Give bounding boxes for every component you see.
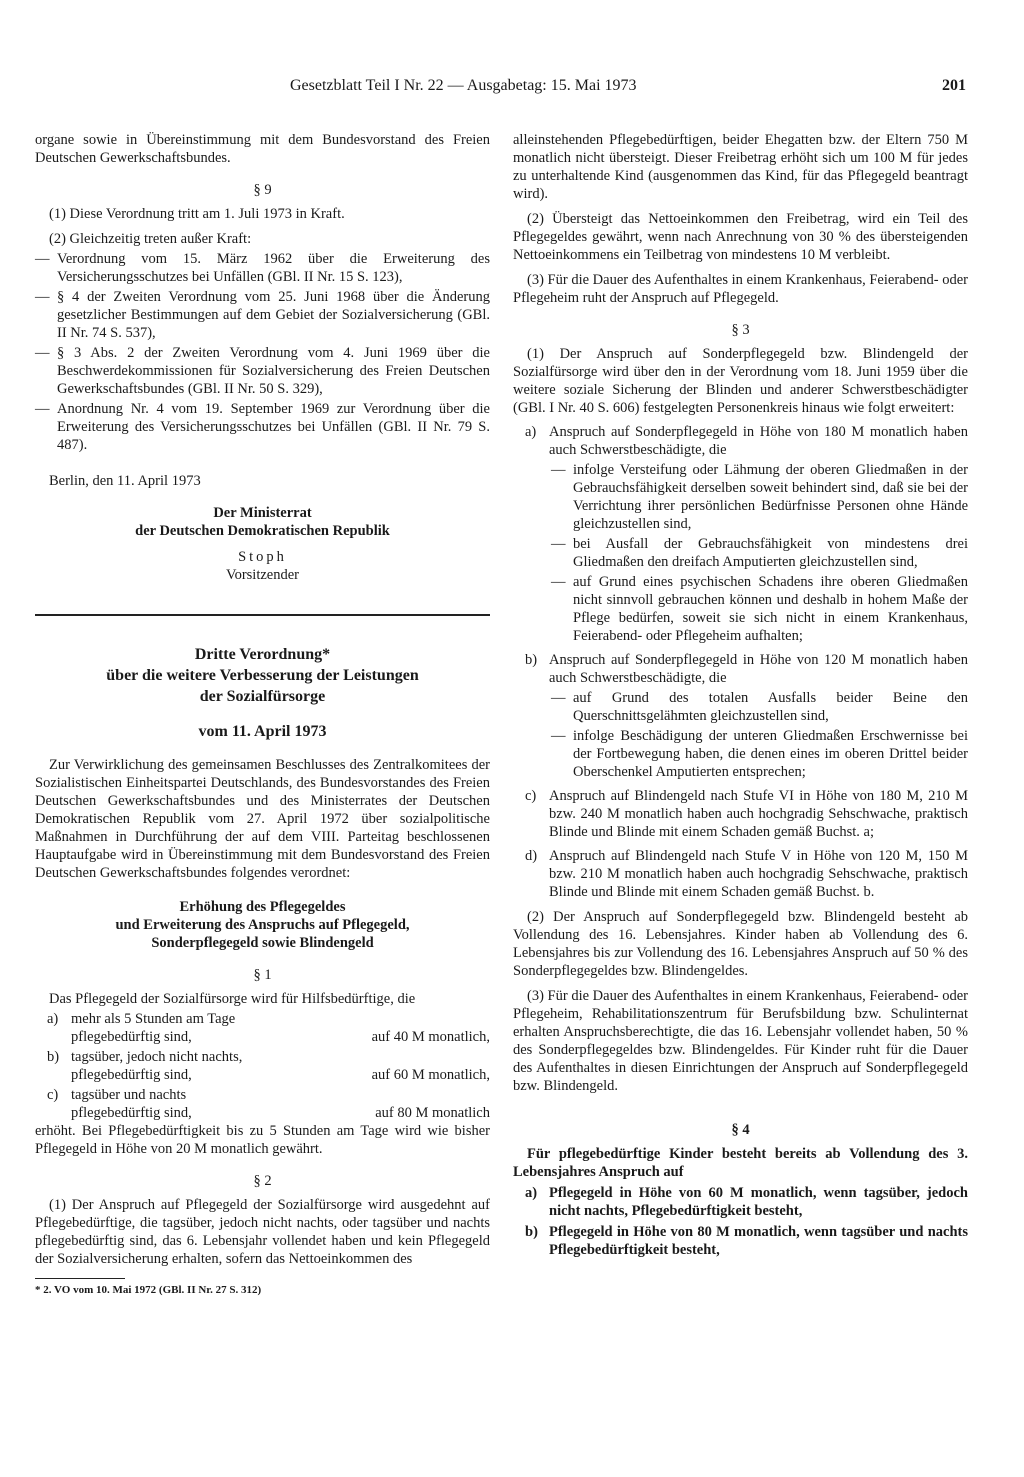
right-column: [513, 131, 968, 1259]
signatory-body: der Deutschen Demokratischen Republik: [135, 523, 390, 539]
section-heading-1: § 1: [253, 967, 272, 983]
list-item: — Verordnung vom 15. März 1962 über die Erweiterung des Versicherungsschutzes bei Unfällen (GBl. II Nr. 15 S. 123),: [35, 251, 490, 285]
list-item: — § 4 der Zweiten Verordnung vom 25. Juni 1968 über die Änderung gesetzlicher Bestimmungen auf dem Gebiet der Sozialversicherung (GBl. II Nr. 74 S. 537),: [35, 289, 490, 341]
list-item: — infolge Beschädigung der unteren Gliedmaßen Erschwernisse bei der Fortbewegung haben, die denen eines im oberen Drittel beider Oberschenkel Amputierten entsprechen;: [551, 728, 968, 780]
list-item: d) Anspruch auf Blindengeld nach Stufe V in Höhe von 120 M, 150 M bzw. 210 M monatlich haben auch hochgradig Sehschwache, praktisch Blinde und Blinde mit einem Schaden gemäß Buchst. b.: [525, 848, 968, 900]
section-divider: [35, 614, 490, 616]
paragraph: (2) Übersteigt das Nettoeinkommen den Freibetrag, wird ein Teil des Pflegegeldes gewährt, wenn nach Anrechnung von 30 % des übersteigenden Nettoeinkommens ein Teilbetrag von mindestens 10 M verbleibt.: [513, 211, 968, 263]
decree-date: vom 11. April 1973: [198, 723, 327, 740]
section-heading-9: § 9: [253, 182, 272, 198]
section-heading-3: § 3: [731, 322, 750, 338]
signatory-body: Der Ministerrat: [213, 505, 312, 521]
footnote-rule: [35, 1278, 125, 1279]
list-item: a) Pflegegeld in Höhe von 60 M monatlich, wenn tagsüber, jedoch nicht nachts, Pflegebedürftigkeit besteht,: [525, 1185, 968, 1219]
rate-item: b) tagsüber, jedoch nicht nachts, pflegebedürftig sind, auf 60 M monatlich,: [47, 1049, 490, 1083]
signatory-role: Vorsitzender: [225, 567, 300, 583]
list-item: a) Anspruch auf Sonderpflegegeld in Höhe von 180 M monatlich haben auch Schwerstbeschädigte, die: [525, 424, 968, 458]
page-number: 201: [942, 77, 966, 94]
paragraph: (2) Der Anspruch auf Sonderpflegegeld bzw. Blindengeld besteht ab Vollendung des 16. Lebensjahres. Kinder haben ab Vollendung des 6. Lebensjahres bis zur Vollendung des 16. Lebensjahres Anspruch auf 50 % des Sonderpflegegeldes bzw. Blindengeldes.: [513, 909, 968, 979]
list-item: b) Pflegegeld in Höhe von 80 M monatlich, wenn tagsüber und nachts Pflegebedürftigkeit besteht,: [525, 1224, 968, 1258]
running-title: Gesetzblatt Teil I Nr. 22 — Ausgabetag: 15. Mai 1973: [290, 77, 637, 94]
list-item: — bei Ausfall der Gebrauchsfähigkeit von mindestens drei Gliedmaßen den dreifach Amputierten gleichzustellen sind,: [551, 536, 968, 570]
paragraph: (1) Der Anspruch auf Sonderpflegegeld bzw. Blindengeld der Sozialfürsorge wird über den in der Verordnung vom 18. Juni 1959 über die weitere soziale Sicherung der Blinden und anderer Schwerstbeschädigter (GBl. I Nr. 40 S. 606) festgelegten Personenkreis hinaus wie folgt erweitert:: [513, 346, 968, 416]
preamble: Zur Verwirklichung des gemeinsamen Beschlusses des Zentralkomitees der Sozialistischen Einheitspartei Deutschlands, des Bundesvorstandes des Freien Deutschen Gewerkschaftsbundes und des Ministerrates der Deutschen Demokratischen Republik vom 27. April 1972 über sozialpolitische Maßnahmen in Durchführung der auf dem VIII. Parteitag beschlossenen Hauptaufgabe wird in Übereinstimmung mit dem Bundesvorstand des Freien Deutschen Gewerkschaftsbundes folgendes verordnet:: [35, 757, 490, 881]
list-item: — auf Grund des totalen Ausfalls beider Beine den Querschnittsgelähmten gleichzustellen sind,: [551, 690, 968, 724]
list-item: — § 3 Abs. 2 der Zweiten Verordnung vom 4. Juni 1969 über die Beschwerdekommissionen für Sozialversicherung des Freien Deutschen Gewerkschaftsbundes (GBl. II Nr. 50 S. 329),: [35, 345, 490, 397]
section-heading-4: § 4: [731, 1122, 750, 1138]
signatory-name: Stoph: [238, 549, 287, 565]
section-heading-2: § 2: [253, 1173, 272, 1189]
paragraph: Das Pflegegeld der Sozialfürsorge wird für Hilfsbedürftige, die: [49, 991, 416, 1007]
signature-block: [35, 504, 490, 584]
decree-title: Dritte Verordnung* über die weitere Verbesserung der Leistungen der Sozialfürsorge vom 11. April 1973: [35, 644, 490, 742]
list-item: b) Anspruch auf Sonderpflegegeld in Höhe von 120 M monatlich haben auch Schwerstbeschädigte, die: [525, 652, 968, 686]
continued-paragraph: alleinstehenden Pflegebedürftigen, beider Ehegatten bzw. der Eltern 750 M monatlich nicht übersteigt. Dieser Freibetrag erhöht sich um 100 M für jedes zu unterhaltende Kind (ausgenommen das Kind, für das Pflegegeld beantragt wird).: [513, 132, 968, 202]
paragraph: (1) Diese Verordnung tritt am 1. Juli 1973 in Kraft.: [49, 206, 345, 222]
paragraph: (1) Der Anspruch auf Pflegegeld der Sozialfürsorge wird ausgedehnt auf Pflegebedürftige, die tagsüber, jedoch nicht nachts, oder tagsüber und nachts pflegebedürftig sind, das 6. Lebensjahr vollendet haben und kein Pflegegeld der Sozialversicherung erhalten, sofern das Nettoeinkommen des: [35, 1197, 490, 1267]
list-item: — auf Grund eines psychischen Schadens ihre oberen Gliedmaßen nicht sinnvoll gebrauchen können und deshalb in hohem Maße der Pflege bedürfen, soweit sie sich nicht in einem Krankenhaus, Feierabend- oder Pflegeheim aufhalten;: [551, 574, 968, 644]
paragraph: Für pflegebedürftige Kinder besteht bereits ab Vollendung des 3. Lebensjahres Anspruch auf: [513, 1146, 968, 1180]
paragraph: (3) Für die Dauer des Aufenthaltes in einem Krankenhaus, Feierabend- oder Pflegeheim ruht der Anspruch auf Pflegegeld.: [513, 272, 968, 306]
footnote: * 2. VO vom 10. Mai 1972 (GBl. II Nr. 27 S. 312): [35, 1284, 262, 1296]
rate-item: c) tagsüber und nachts pflegebedürftig sind, auf 80 M monatlich: [47, 1087, 490, 1121]
paragraph: (3) Für die Dauer des Aufenthaltes in einem Krankenhaus, Feierabend- oder Pflegeheim, Rehabilitationszentrum für Berufsbildung bzw. Schulinternat erhalten Anspruchsberechtigte, die das 16. Lebensjahr vollendet haben, 50 % des Sonderpflegegeldes bzw. Blindengeldes. Für Kinder ruht für die Dauer des Aufenthaltes in diesen Einrichtungen der Anspruch auf Sonderpflegegeld bzw. Blindengeld.: [513, 988, 968, 1094]
paragraph: erhöht. Bei Pflegebedürftigkeit bis zu 5 Stunden am Tage wird wie bisher Pflegegeld in Höhe von 20 M monatlich gewährt.: [35, 1123, 490, 1157]
paragraph: (2) Gleichzeitig treten außer Kraft:: [49, 231, 252, 247]
rate-item: a) mehr als 5 Stunden am Tage pflegebedürftig sind, auf 40 M monatlich,: [47, 1011, 490, 1045]
section-title: Erhöhung des Pflegegeldes und Erweiterung des Anspruchs auf Pflegegeld, Sonderpflegegeld sowie Blindengeld: [115, 899, 410, 951]
place-date: Berlin, den 11. April 1973: [49, 473, 201, 489]
continued-paragraph: organe sowie in Übereinstimmung mit dem Bundesvorstand des Freien Deutschen Gewerkschaftsbundes.: [35, 132, 490, 166]
left-column: [35, 131, 490, 1297]
list-item: — Anordnung Nr. 4 vom 19. September 1969 zur Verordnung über die Erweiterung des Versicherungsschutzes bei Unfällen (GBl. II Nr. 79 S. 487).: [35, 401, 490, 453]
list-item: — infolge Versteifung oder Lähmung der oberen Gliedmaßen in der Gebrauchsfähigkeit derselben soweit behindert sind, daß sie bei der Verrichtung ihrer persönlichen Bedürfnisse Personen ohne Hände gleichzustellen sind,: [551, 462, 968, 532]
list-item: c) Anspruch auf Blindengeld nach Stufe VI in Höhe von 180 M, 210 M bzw. 240 M monatlich haben auch hochgradig Sehschwache, praktisch Blinde und Blinde mit einem Schaden gemäß Buchst. a;: [525, 788, 968, 840]
